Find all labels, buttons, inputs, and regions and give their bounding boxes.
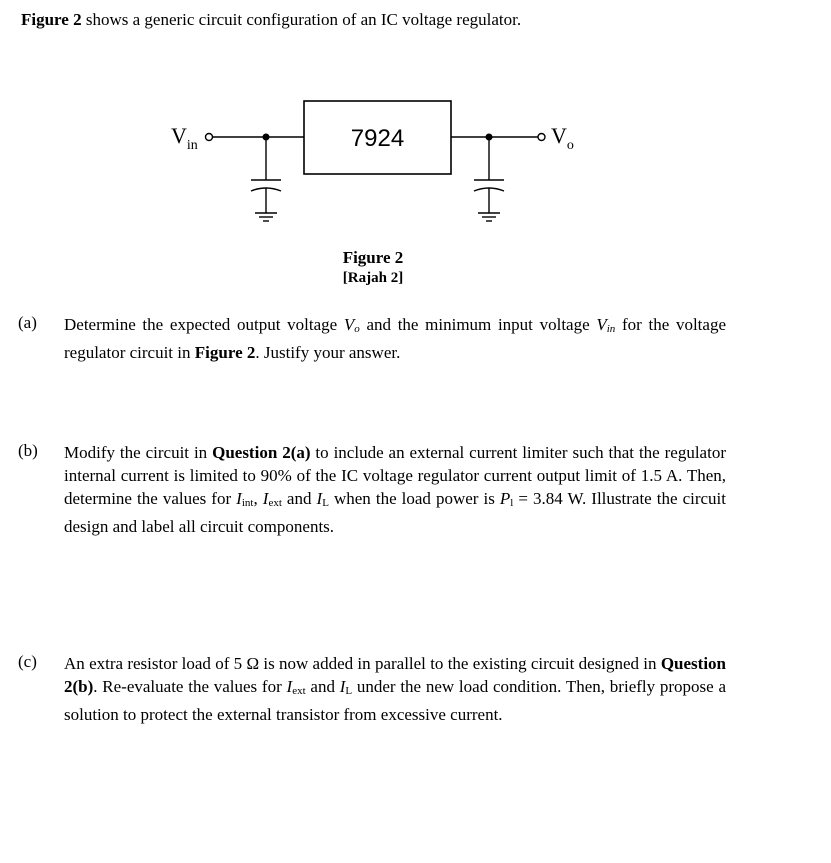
input-capacitor — [251, 137, 281, 213]
question-a-label: (a) — [18, 313, 37, 332]
intro-text: shows a generic circuit configuration of an IC voltage regulator. — [85, 10, 522, 29]
question-c-label: (c) — [18, 652, 37, 671]
output-capacitor — [474, 137, 504, 213]
input-terminal-label: $V_{in}$ — [171, 123, 198, 153]
intro-figure-ref: Figure 2 — [21, 10, 82, 29]
output-terminal-circle — [538, 134, 545, 141]
question-b-label: (b) — [18, 441, 38, 460]
output-terminal-label: $V_o$ — [551, 123, 574, 153]
input-ground-icon — [255, 213, 277, 221]
regulator-label: 7924 — [350, 125, 405, 152]
question-b-text: Modify the circuit in Question 2(a) to include an external current limiter such that the regulator internal current is limited to 90% of the IC voltage regulator current output limit of 1.5 A. Then, determine the values for $I_{int}$, $I_{ext}$ and $I_L$ when the load power is $P_l = 3.84$ W. Illustrate the circuit design and label all circuit components. — [64, 443, 726, 536]
question-a-text: Determine the expected output voltage $V_o$ and the minimum input voltage $V_{in}$ for the voltage regulator circuit in Figure 2. Justify your answer. — [64, 315, 727, 362]
input-terminal-circle — [206, 134, 213, 141]
figure-caption: Figure 2 — [342, 248, 404, 267]
figure-subcaption: [Rajah 2] — [342, 270, 404, 286]
question-c-text: An extra resistor load of 5 Ω is now added in parallel to the existing circuit designed in Question 2(b). Re-evaluate the values for $I_{ext}$ and $I_L$ under the new load condition. Then, briefly propose a solution to protect the external transistor from excessive current. — [64, 654, 726, 724]
output-ground-icon — [478, 213, 500, 221]
